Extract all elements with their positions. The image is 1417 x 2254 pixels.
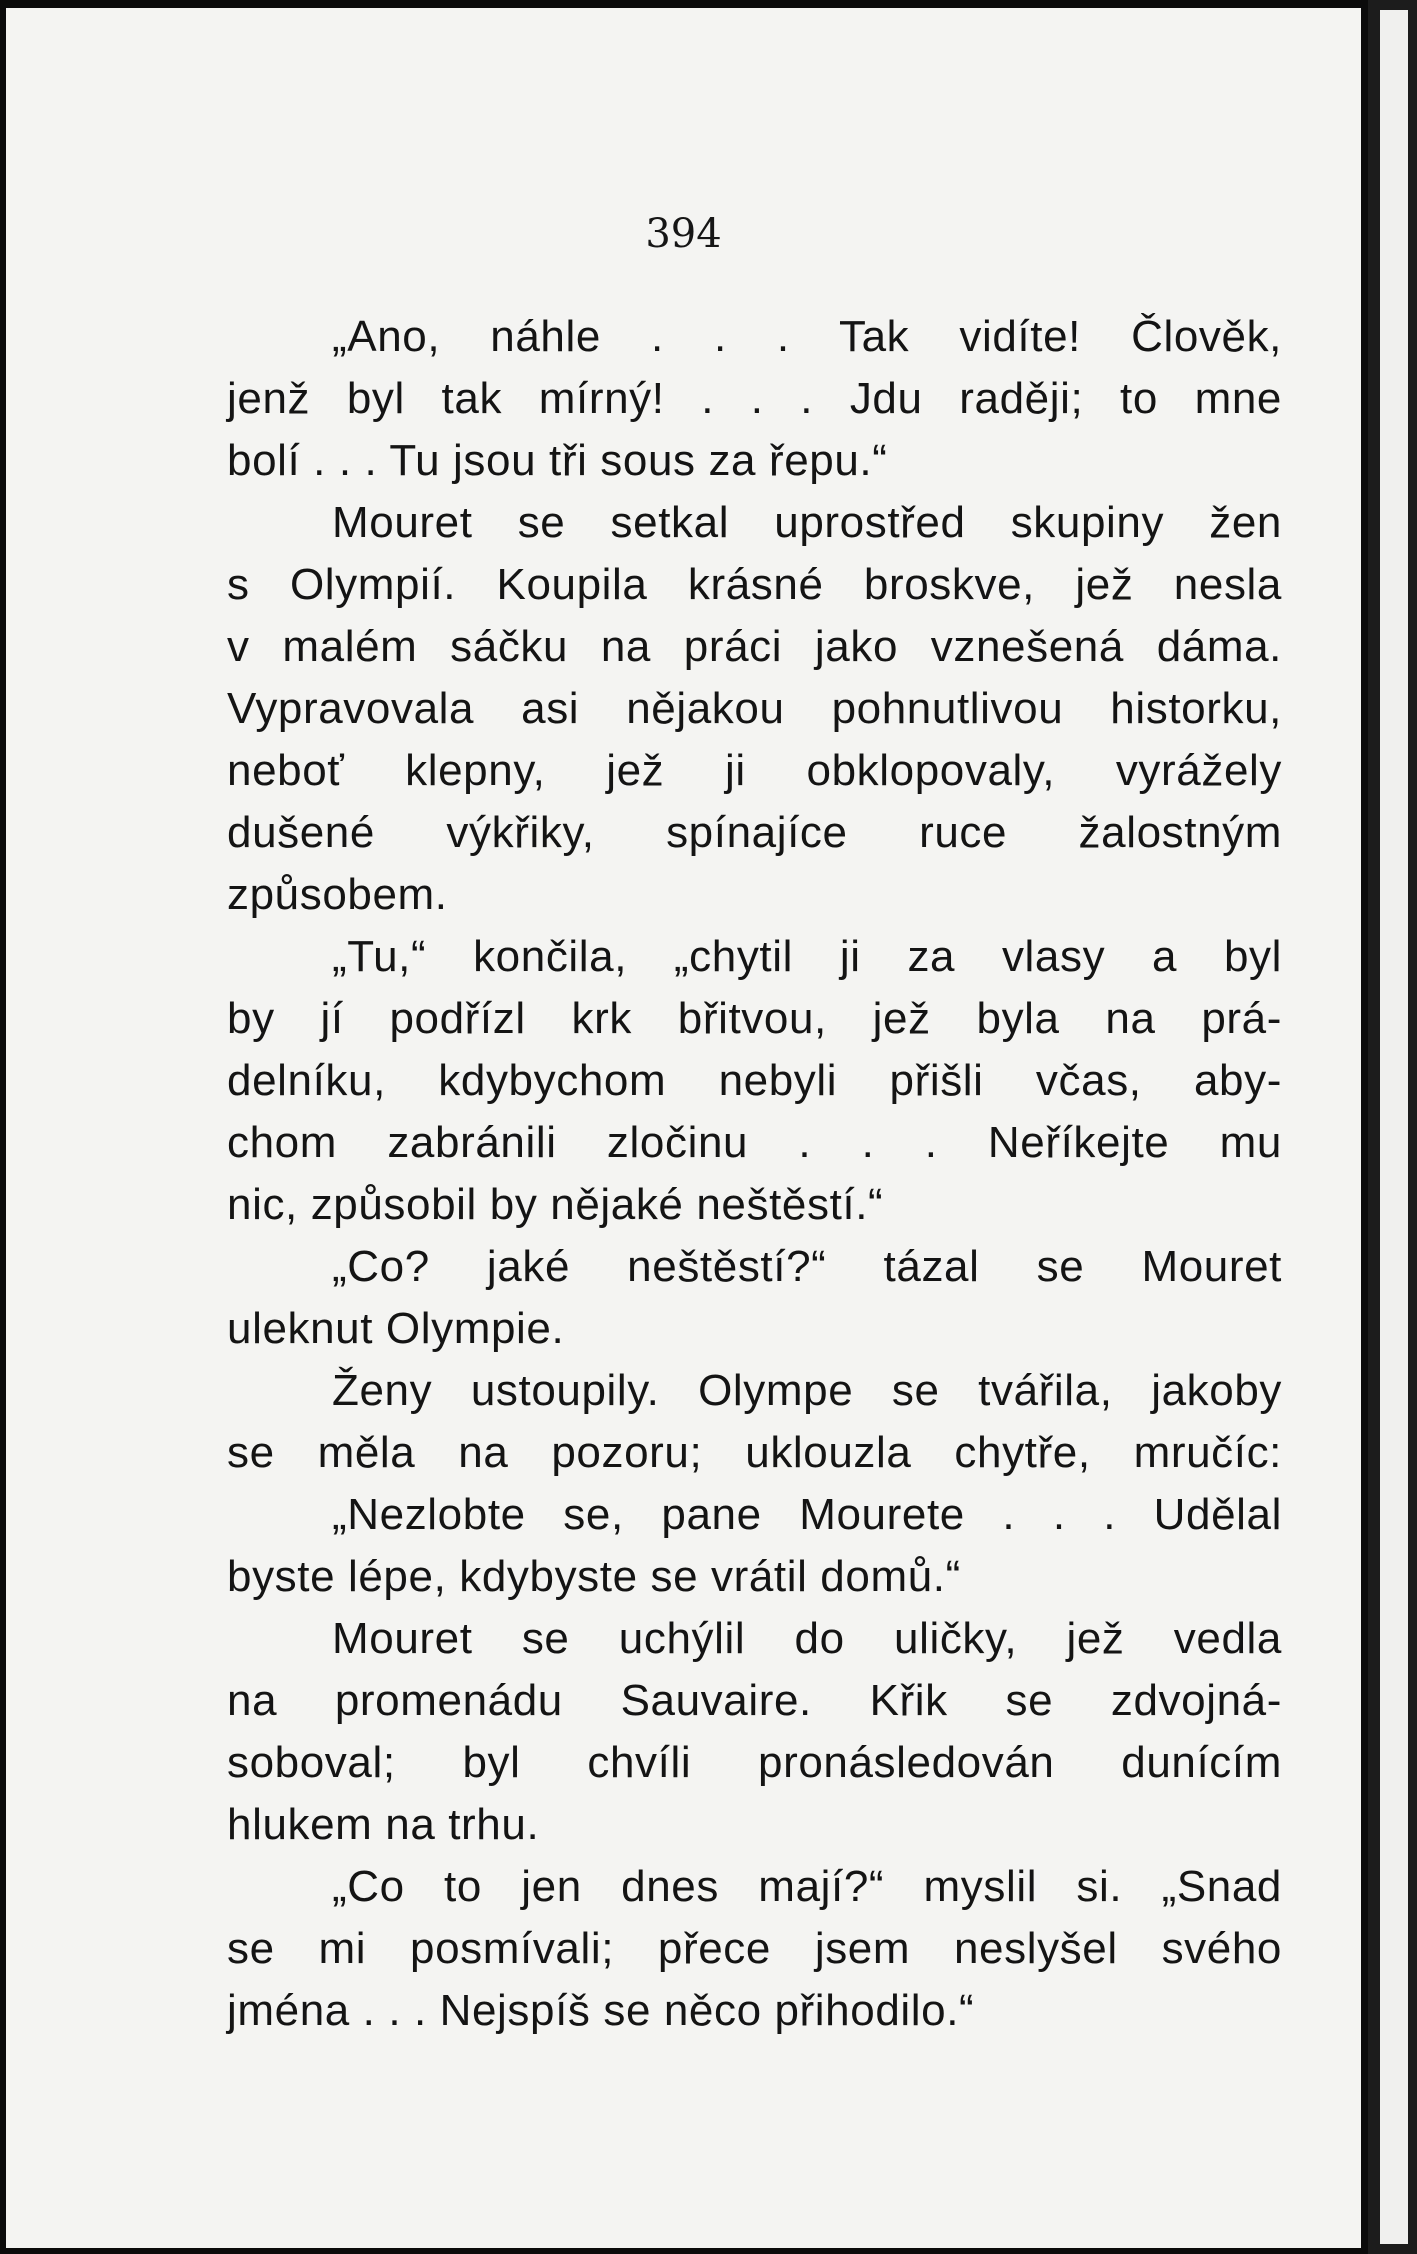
text-line: chom zabránili zločinu . . . Neříkejte mu (227, 1118, 1282, 1167)
text-line: hlukem na trhu. (227, 1800, 540, 1849)
text-line: s Olympií. Koupila krásné broskve, jež nesla (227, 560, 1282, 609)
text-line: „Tu,“ končila, „chytil ji za vlasy a byl (332, 932, 1282, 981)
text-line: nic, způsobil by nějaké neštěstí.“ (227, 1180, 884, 1229)
text-line: uleknut Olympie. (227, 1304, 565, 1353)
text-line: Vypravovala asi nějakou pohnutlivou historku, (227, 684, 1282, 733)
text-line: se mi posmívali; přece jsem neslyšel svého (227, 1924, 1282, 1973)
text-line: na promenádu Sauvaire. Křik se zdvojná- (227, 1676, 1282, 1725)
body-text (227, 306, 1282, 2042)
text-line: bolí . . . Tu jsou tři sous za řepu.“ (227, 436, 888, 485)
text-line: způsobem. (227, 870, 448, 919)
text-line: delníku, kdybychom nebyli přišli včas, aby- (227, 1056, 1282, 1105)
text-line: „Ano, náhle . . . Tak vidíte! Člověk, (332, 312, 1282, 361)
text-line: jména . . . Nejspíš se něco přihodilo.“ (227, 1986, 975, 2035)
text-line: se měla na pozoru; uklouzla chytře, mručíc: (227, 1428, 1282, 1477)
text-line: jenž byl tak mírný! . . . Jdu raději; to mne (227, 374, 1282, 423)
text-line: byste lépe, kdybyste se vrátil domů.“ (227, 1552, 961, 1601)
text-line: dušené výkřiky, spínajíce ruce žalostným (227, 808, 1282, 857)
next-page-edge (1380, 10, 1408, 2244)
text-line: „Co? jaké neštěstí?“ tázal se Mouret (332, 1242, 1282, 1291)
book-page (6, 8, 1361, 2248)
text-line: v malém sáčku na práci jako vznešená dáma. (227, 622, 1282, 671)
text-line: Ženy ustoupily. Olympe se tvářila, jakoby (332, 1366, 1282, 1415)
text-line: by jí podřízl krk břitvou, jež byla na prá- (227, 994, 1282, 1043)
text-line: soboval; byl chvíli pronásledován dunícím (227, 1738, 1282, 1787)
text-line: neboť klepny, jež ji obklopovaly, vyrážely (227, 746, 1282, 795)
page-number: 394 (645, 211, 722, 257)
text-line: Mouret se setkal uprostřed skupiny žen (332, 498, 1282, 547)
text-line: „Nezlobte se, pane Mourete . . . Udělal (332, 1490, 1282, 1539)
text-line: „Co to jen dnes mají?“ myslil si. „Snad (332, 1862, 1282, 1911)
text-line: Mouret se uchýlil do uličky, jež vedla (332, 1614, 1282, 1663)
